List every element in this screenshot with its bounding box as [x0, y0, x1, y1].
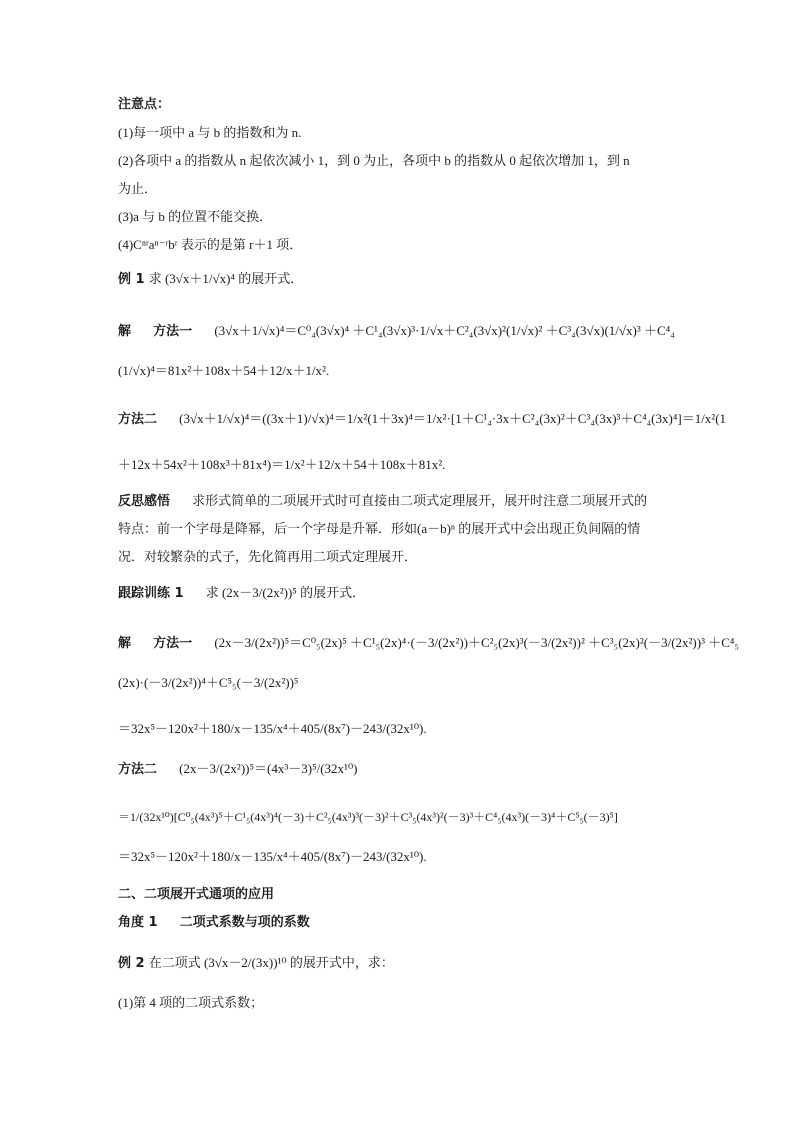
- example-2-item-1: (1)第 4 项的二项式系数；: [118, 995, 264, 1010]
- angle-title: 二项式系数与项的系数: [179, 915, 310, 930]
- reflection-label: 反思感悟: [118, 494, 171, 509]
- practice-1-label: 跟踪训练 1: [118, 586, 184, 601]
- method-1-label: 方法一: [153, 636, 193, 651]
- formula: (3√x＋1/√x)⁴＝C⁰₄(3√x)⁴ ＋C¹₄(3√x)³·1/√x＋C²₄(3√x)²(1/√x)² ＋C³₄(3√x)(1/√x)³ ＋C⁴₄: [214, 323, 675, 338]
- note-item-3: (3)a 与 b 的位置不能交换．: [118, 209, 273, 224]
- example-1-method-1-line-2: (1/√x)⁴＝81x²＋108x＋54＋12/x＋1/x².: [118, 363, 330, 378]
- example-1-method-2-line-2: ＋12x＋54x²＋108x³＋81x⁴)＝1/x²＋12/x＋54＋108x＋81x².: [118, 457, 446, 472]
- practice-1-method-2-line-3: ＝32x⁵－120x²＋180/x－135/x⁴＋405/(8x⁷)－243/(32x¹⁰).: [118, 849, 427, 864]
- angle-1-heading: [118, 914, 310, 932]
- example-2-header: [118, 954, 394, 973]
- note-item-2-cont: 为止．: [118, 181, 158, 196]
- note-item-2: (2)各项中 a 的指数从 n 起依次减小 1，到 0 为止，各项中 b 的指数从 0 起依次增加 1，到 n: [118, 153, 630, 168]
- formula: (3√x＋1/√x)⁴＝((3x＋1)/√x)⁴＝1/x²(1＋3x)⁴＝1/x²·[1＋C¹₄·3x＋C²₄(3x)²＋C³₄(3x)³＋C⁴₄(3x)⁴]＝1/x²(1: [179, 411, 727, 426]
- solution-label: 解: [118, 324, 132, 339]
- example-1-method-1-line-1: [118, 322, 675, 341]
- reflection-line-1: 反思感悟 求形式简单的二项展开式时可直接由二项式定理展开，展开时注意二项展开式的: [118, 493, 648, 509]
- example-1-header: [118, 270, 303, 289]
- reflection-line-2: 特点：前一个字母是降幂，后一个字母是升幂．形如(a－b)ⁿ 的展开式中会出现正负间隔的情: [118, 521, 641, 536]
- notes-title: 注意点：: [118, 97, 171, 112]
- practice-1-method-2-line-1: [118, 760, 357, 779]
- method-2-label: 方法二: [118, 412, 158, 427]
- angle-label: 角度 1: [118, 915, 158, 930]
- practice-1-method-1-line-1: [118, 634, 739, 653]
- reflection-line-3: 况．对较繁杂的式子，先化简再用二项式定理展开．: [118, 549, 418, 564]
- solution-label: 解: [118, 636, 132, 651]
- example-1-prompt: 求 (3√x＋1/√x)⁴ 的展开式．: [148, 271, 304, 286]
- practice-1-method-1-line-3: ＝32x⁵－120x²＋180/x－135/x⁴＋405/(8x⁷)－243/(32x¹⁰).: [118, 721, 427, 736]
- example-2-prompt: 在二项式 (3√x－2/(3x))¹⁰ 的展开式中，求：: [148, 955, 394, 970]
- example-2-label: 例 2: [118, 956, 145, 971]
- formula: (2x－3/(2x²))⁵＝C⁰₅(2x)⁵ ＋C¹₅(2x)⁴·(－3/(2x²))＋C²₅(2x)³(－3/(2x²))² ＋C³₅(2x)²(－3/(2x²))³ ＋C⁴₅: [214, 635, 739, 650]
- example-1-method-2-line-1: [118, 410, 726, 429]
- note-item-1: (1)每一项中 a 与 b 的指数和为 n.: [118, 125, 302, 140]
- practice-1-prompt: 求 (2x－3/(2x²))⁵ 的展开式．: [205, 585, 366, 600]
- example-1-label: 例 1: [118, 272, 145, 287]
- note-item-4: (4)Cⁿʳaⁿ⁻ʳbʳ 表示的是第 r＋1 项．: [118, 237, 303, 252]
- practice-1-header: [118, 584, 365, 603]
- practice-1-method-2-line-2: ＝1/(32x¹⁰)[C⁰₅(4x³)⁵＋C¹₅(4x³)⁴(－3)＋C²₅(4x³)³(－3)²＋C³₅(4x³)²(－3)³＋C⁴₅(4x³)(－3)⁴＋C⁵₅(－3)⁵]: [118, 810, 618, 824]
- method-1-label: 方法一: [153, 324, 193, 339]
- practice-1-method-1-line-2: (2x)·(－3/(2x²))⁴＋C⁵₅(－3/(2x²))⁵: [118, 675, 299, 690]
- formula: (2x－3/(2x²))⁵＝(4x³－3)⁵/(32x¹⁰): [179, 761, 358, 776]
- section-2-heading: 二、二项展开式通项的应用: [118, 887, 275, 902]
- method-2-label: 方法二: [118, 762, 158, 777]
